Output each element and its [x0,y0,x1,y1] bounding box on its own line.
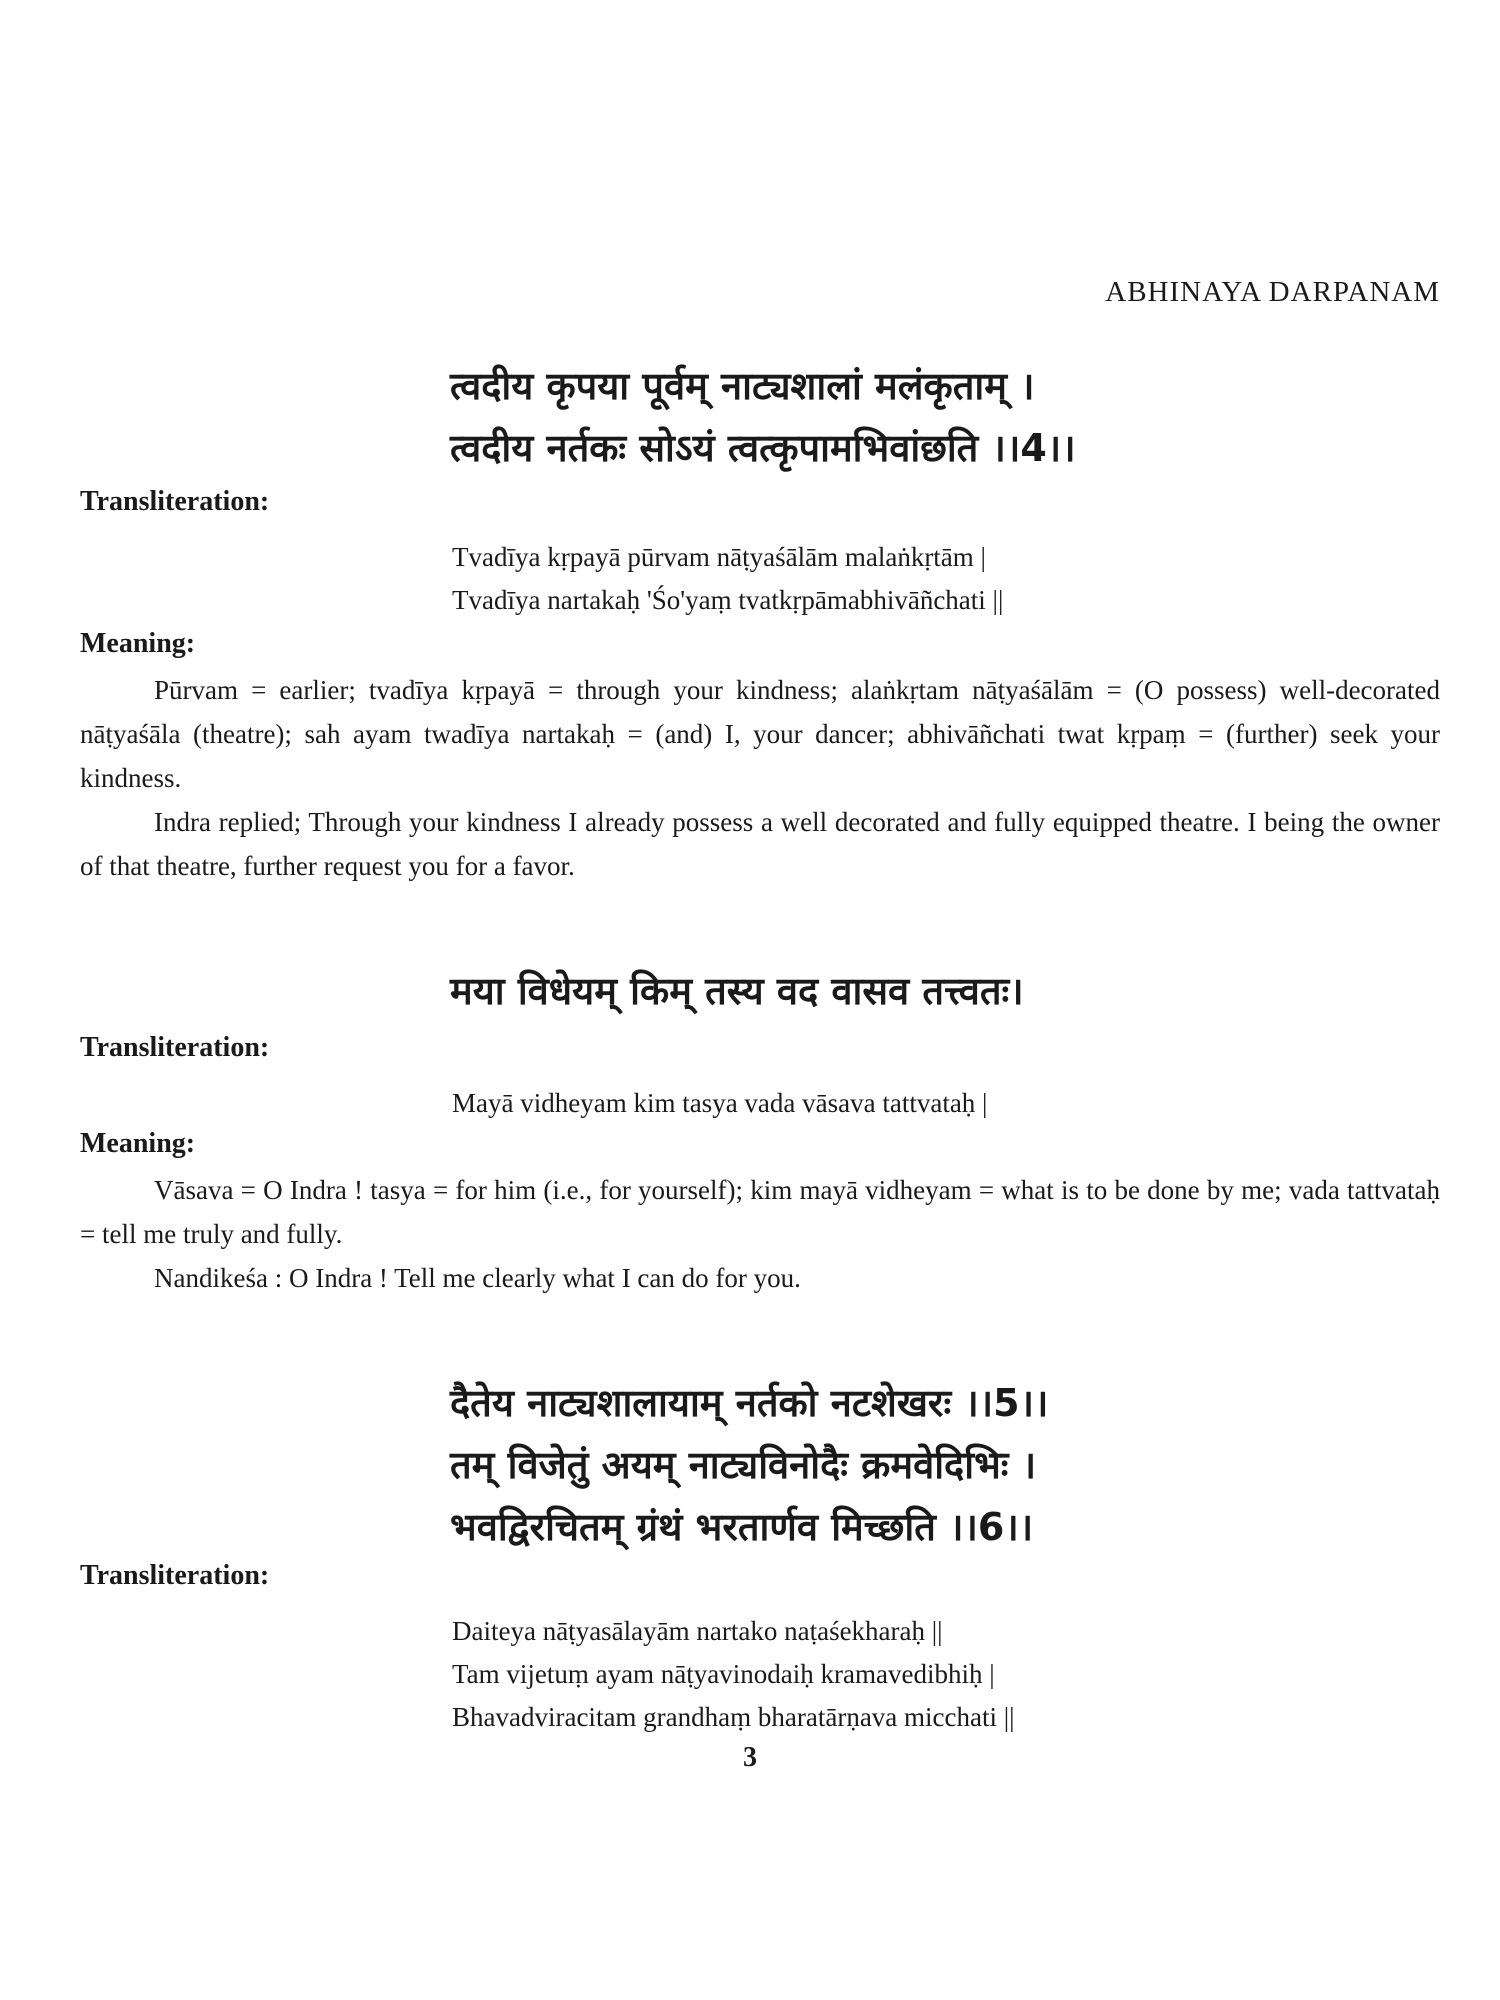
meaning-paragraph: Pūrvam = earlier; tvadīya kṛpayā = through your kindness; alaṅkṛtam nāṭyaśālām = (O possess) well-decorated nāṭyaśāla (theatre); sah ayam twadīya nartakaḥ = (and) I, your dancer; abhivāñchati twat kṛpaṃ = (further) seek your kindness. [80,675,1440,793]
verse-line: भवद्विरचितम् ग्रंथं भरतार्णव मिच्छति ।।6।। [450,1505,1034,1549]
transliteration-line: Bhavadviracitam grandhaṃ bharatārṇava micchati || [452,1702,1015,1732]
transliteration-line: Tvadīya kṛpayā pūrvam nāṭyaśālām malaṅkṛtām | [452,542,986,572]
verse-line: तम् विजेतुं अयम् नाट्यविनोदैः क्रमवेदिभिः । [450,1443,1037,1487]
page-number: 3 [743,1742,757,1773]
sanskrit-verse-4 [450,355,1350,479]
transliteration-verse-question [452,1082,1352,1125]
sanskrit-verse-5-6 [450,1372,1350,1558]
transliteration-verse-5-6 [452,1610,1352,1739]
meaning-verse-4 [80,668,1440,888]
transliteration-label: Transliteration: [80,1032,270,1063]
transliteration-line: Daiteya nāṭyasālayām nartako naṭaśekharaḥ || [452,1616,943,1646]
verse-line: मया विधेयम् किम् तस्य वद वासव तत्त्वतः। [450,969,1024,1013]
transliteration-verse-4 [452,536,1352,622]
transliteration-line: Mayā vidheyam kim tasya vada vāsava tattvataḥ | [452,1088,988,1118]
meaning-paragraph: Nandikeśa : O Indra ! Tell me clearly what I can do for you. [154,1263,801,1293]
meaning-verse-question [80,1168,1440,1300]
meaning-paragraph: Vāsava = O Indra ! tasya = for him (i.e., for yourself); kim mayā vidheyam = what is to be done by me; vada tattvataḥ = tell me truly and fully. [80,1175,1440,1249]
meaning-label: Meaning: [80,1128,196,1159]
verse-line: त्वदीय कृपया पूर्वम् नाट्यशालां मलंकृताम् । [450,364,1035,408]
meaning-label: Meaning: [80,628,196,659]
running-head: ABHINAYA DARPANAM [1105,276,1440,308]
verse-line: त्वदीय नर्तकः सोऽयं त्वत्कृपामभिवांछति ।।4।। [450,426,1076,470]
transliteration-label: Transliteration: [80,1560,270,1591]
verse-line: दैतेय नाट्यशालायाम् नर्तको नटशेखरः ।।5।। [450,1381,1049,1425]
meaning-paragraph: Indra replied; Through your kindness I already possess a well decorated and fully equipped theatre. I being the owner of that theatre, further request you for a favor. [80,807,1440,881]
sanskrit-verse-question [450,960,1350,1022]
transliteration-line: Tvadīya nartakaḥ 'Śo'yaṃ tvatkṛpāmabhivāñchati || [452,585,1004,615]
transliteration-label: Transliteration: [80,486,270,517]
transliteration-line: Tam vijetuṃ ayam nāṭyavinodaiḥ kramavedibhiḥ | [452,1659,995,1689]
